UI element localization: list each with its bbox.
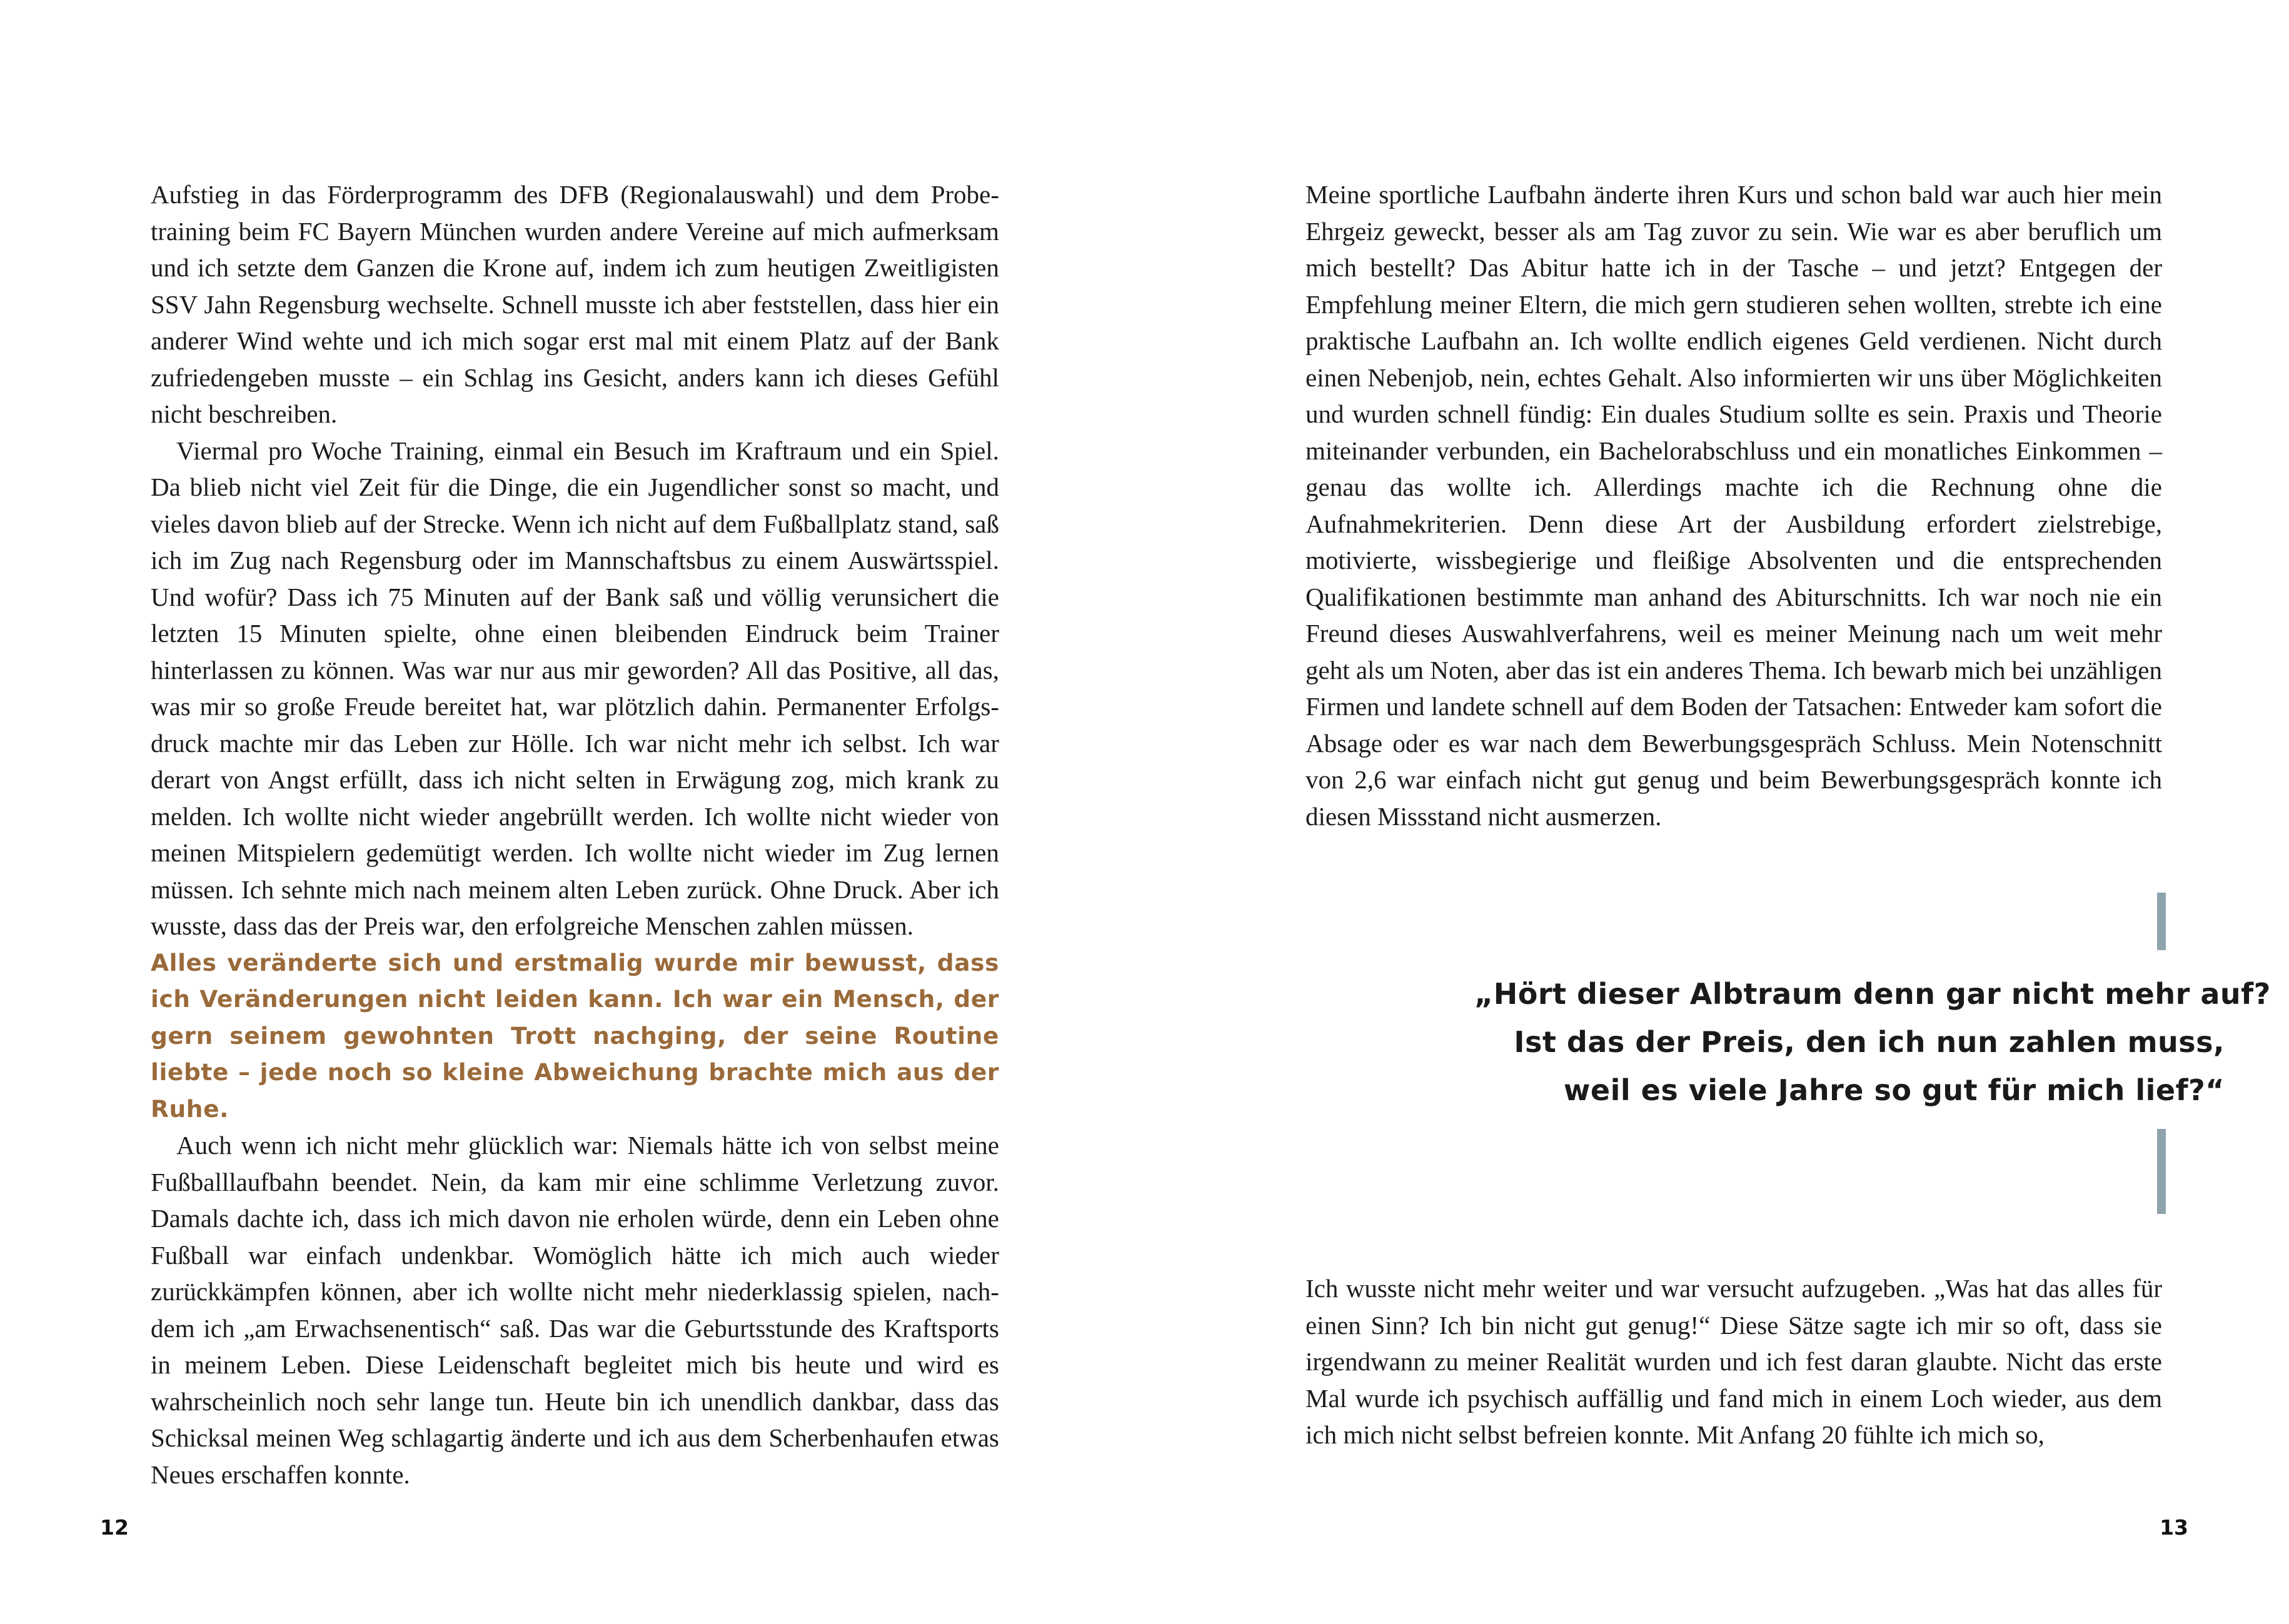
page-number-right: 13 <box>2160 1515 2188 1540</box>
highlighted-passage: Alles veränderte sich und erstmalig wurde mir bewusst, dass ich Veränderungen nicht leiden kann. Ich war ein Mensch, der gern seinem gewohnten Trott nachging, der seine Routine liebte – jede noch so kleine Abweichung brachte mich aus der Ruhe. <box>151 948 999 1123</box>
page-number-left: 12 <box>100 1515 129 1540</box>
left-body-text <box>151 176 999 1493</box>
right-body-text-bottom <box>1305 1270 2162 1453</box>
right-body-text-top <box>1305 176 2162 835</box>
left-paragraph-2: Viermal pro Woche Training, einmal ein Besuch im Kraftraum und ein Spiel. Da blieb nicht viel Zeit für die Dinge, die ein Jugendlicher sonst so macht, und vieles davon blieb auf der Strecke. Wenn ich nicht auf dem Fußballplatz stand, saß ich im Zug nach Regensburg oder im Mannschaftsbus zu einem Auswärtsspiel. Und wofür? Dass ich 75 Minuten auf der Bank saß und völlig verunsichert die letzten 15 Minuten spielte, ohne einen bleibenden Eindruck beim Trainer hinterlassen zu können. Was war nur aus mir geworden? All das Positive, all das, was mir so große Freude bereitet hat, war plötzlich dahin. Permanenter Erfolgsdruck machte mir das Leben zur Hölle. Ich war nicht mehr ich selbst. Ich war derart von Angst erfüllt, dass ich nicht selten in Erwägung zog, mich krank zu melden. Ich wollte nicht wieder angebrüllt werden. Ich wollte nicht wieder von meinen Mitspielern gedemütigt werden. Ich wollte nicht wieder im Zug lernen müssen. Ich sehnte mich nach meinem alten Leben zurück. Ohne Druck. Aber ich wusste, dass das der Preis war, den erfolgreiche Menschen zahlen müssen. <box>151 436 999 940</box>
quote-bar-top <box>2157 893 2166 950</box>
right-paragraph-1: Meine sportliche Laufbahn änderte ihren Kurs und schon bald war auch hier mein Ehrgeiz geweckt, besser als am Tag zuvor zu sein. Wie war es aber beruflich um mich bestellt? Das Abitur hatte ich in der Tasche – und jetzt? Entgegen der Empfehlung meiner Eltern, die mich gern studieren sehen wollten, strebte ich eine praktische Laufbahn an. Ich wollte endlich eigenes Geld verdienen. Nicht durch einen Nebenjob, nein, echtes Gehalt. Also informierten wir uns über Möglichkeiten und wurden schnell fündig: Ein duales Studium sollte es sein. Praxis und Theorie miteinander verbunden, ein Bachelorabschluss und ein monatliches Einkommen – genau das wollte ich. Allerdings machte ich die Rechnung ohne die Aufnahmekriterien. Denn diese Art der Ausbildung erfordert zielstrebige, motivierte, wissbegierige und fleißige Absolventen und die entsprechenden Qualifikationen bestimmte man anhand des Abiturschnitts. Ich war noch nie ein Freund dieses Auswahlverfahrens, weil es meiner Meinung nach um weit mehr geht als um Noten, aber das ist ein anderes Thema. Ich bewarb mich bei unzähligen Firmen und landete schnell auf dem Boden der Tatsachen: Entweder kam sofort die Absage oder es war nach dem Bewerbungsgespräch Schluss. Mein Notenschnitt von 2,6 war einfach nicht gut genug und beim Bewerbungsgespräch konnte ich diesen Missstand nicht ausmerzen. <box>1305 180 2162 831</box>
pull-quote <box>1474 970 2271 1115</box>
pull-quote-line-1: „Hört dieser Albtraum denn gar nicht mehr auf? <box>1474 977 2271 1011</box>
right-paragraph-2: Ich wusste nicht mehr weiter und war versucht aufzugeben. „Was hat das alles für einen Sinn? Ich bin nicht gut genug!“ Diese Sätze sagte ich mir so oft, dass sie irgendwann zu meiner Realität wurden und ich fest daran glaubte. Nicht das erste Mal wurde ich psychisch auffällig und fand mich in einem Loch wieder, aus dem ich mich nicht selbst befreien konnte. Mit Anfang 20 fühlte ich mich so, <box>1305 1274 2162 1449</box>
right-page <box>1144 0 2288 1624</box>
pull-quote-line-2: Ist das der Preis, den ich nun zahlen muss, <box>1514 1025 2225 1059</box>
left-paragraph-3: Auch wenn ich nicht mehr glücklich war: Niemals hätte ich von selbst meine Fußballlaufbahn beendet. Nein, da kam mir eine schlimme Verletzung zuvor. Damals dachte ich, dass ich mich davon nie erholen würde, denn ein Leben ohne Fußball war einfach undenkbar. Womöglich hätte ich mich auch wieder zurückkämpfen können, aber ich wollte nicht mehr niederklassig spielen, nachdem ich „am Erwachsenentisch“ saß. Das war die Geburtsstunde des Kraftsports in meinem Leben. Diese Leidenschaft begleitet mich bis heute und wird es wahrscheinlich noch sehr lange tun. Heute bin ich unendlich dankbar, dass das Schicksal meinen Weg schlagartig änderte und ich aus dem Scherbenhaufen etwas Neues erschaffen konnte. <box>151 1131 999 1489</box>
quote-bar-bottom <box>2157 1129 2166 1214</box>
left-paragraph-1: Aufstieg in das Förderprogramm des DFB (Regionalauswahl) und dem Probetraining beim FC Bayern München wurden andere Vereine auf mich aufmerksam und ich setzte dem Ganzen die Krone auf, indem ich zum heutigen Zweitligisten SSV Jahn Regensburg wechselte. Schnell musste ich aber feststellen, dass hier ein anderer Wind wehte und ich mich sogar erst mal mit einem Platz auf der Bank zufriedengeben musste – ein Schlag ins Gesicht, anders kann ich dieses Gefühl nicht beschreiben. <box>151 180 999 428</box>
pull-quote-line-3: weil es viele Jahre so gut für mich lief?“ <box>1563 1073 2225 1107</box>
left-page <box>0 0 1144 1624</box>
